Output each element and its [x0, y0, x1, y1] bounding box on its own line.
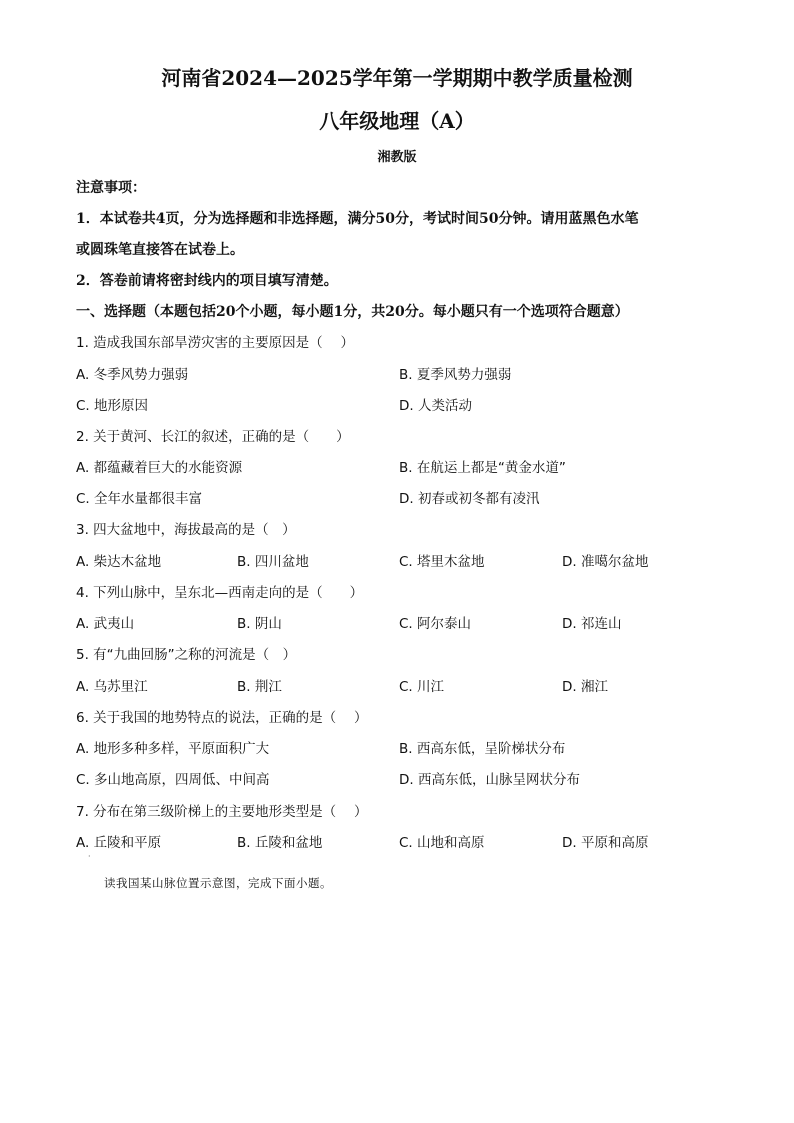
option-d: D. 人类活动 — [399, 398, 472, 414]
question-stem: 7. 分布在第三级阶梯上的主要地形类型是（ ） — [76, 804, 368, 820]
edition-label: 湘教版 — [377, 150, 417, 165]
option-c: C. 地形原因 — [76, 398, 149, 414]
question-stem: 4. 下列山脉中，呈东北—西南走向的是（ ） — [76, 585, 364, 601]
option-d: D. 平原和高原 — [562, 835, 649, 851]
option-a: A. 武夷山 — [76, 616, 135, 632]
option-b: B. 四川盆地 — [237, 554, 309, 570]
section-heading: 一、选择题（本题包括20个小题，每小题1分，共20分。每小题只有一个选项符合题意） — [76, 304, 629, 320]
notice-item-1-cont: 或圆珠笔直接答在试卷上。 — [76, 242, 244, 258]
option-a: A. 冬季风势力强弱 — [76, 367, 189, 383]
question-stem: 2. 关于黄河、长江的叙述，正确的是（ ） — [76, 429, 350, 445]
option-a: A. 丘陵和平原 — [76, 835, 162, 851]
option-a: A. 都蕴藏着巨大的水能资源 — [76, 460, 243, 476]
option-c: C. 山地和高原 — [399, 835, 485, 851]
notice-item-1: 1．本试卷共4页，分为选择题和非选择题，满分50分，考试时间50分钟。请用蓝黑色水笔 — [76, 211, 639, 227]
exam-title: 河南省2024—2025学年第一学期期中教学质量检测 — [161, 66, 633, 90]
option-b: B. 丘陵和盆地 — [237, 835, 323, 851]
option-a: A. 乌苏里江 — [76, 679, 148, 695]
exam-subtitle: 八年级地理（A） — [319, 109, 475, 133]
option-d: D. 初春或初冬都有凌汛 — [399, 491, 540, 507]
option-b: B. 在航运上都是“黄金水道” — [399, 460, 566, 476]
option-b: B. 西高东低，呈阶梯状分布 — [399, 741, 566, 757]
option-d: D. 湘江 — [562, 679, 608, 695]
notice-item-2: 2．答卷前请将密封线内的项目填写清楚。 — [76, 273, 338, 289]
option-d: D. 祁连山 — [562, 616, 622, 632]
option-c: C. 多山地高原，四周低、中间高 — [76, 772, 270, 788]
option-d: D. 准噶尔盆地 — [562, 554, 649, 570]
option-c: C. 阿尔泰山 — [399, 616, 472, 632]
option-a: A. 柴达木盆地 — [76, 554, 162, 570]
option-a: A. 地形多种多样，平原面积广大 — [76, 741, 270, 757]
notice-heading: 注意事项： — [76, 180, 146, 196]
question-stem: 6. 关于我国的地势特点的说法，正确的是（ ） — [76, 710, 368, 726]
option-b: B. 荆江 — [237, 679, 282, 695]
option-b: B. 阴山 — [237, 616, 282, 632]
question-stem: 3. 四大盆地中，海拔最高的是（ ） — [76, 522, 296, 538]
stray-dot: · — [88, 852, 91, 861]
figure-instruction: 读我国某山脉位置示意图，完成下面小题。 — [104, 876, 332, 890]
question-stem: 5. 有“九曲回肠”之称的河流是（ ） — [76, 647, 297, 663]
question-stem: 1. 造成我国东部旱涝灾害的主要原因是（ ） — [76, 335, 354, 351]
option-c: C. 塔里木盆地 — [399, 554, 485, 570]
option-b: B. 夏季风势力强弱 — [399, 367, 512, 383]
option-c: C. 川江 — [399, 679, 445, 695]
option-d: D. 西高东低，山脉呈网状分布 — [399, 772, 580, 788]
option-c: C. 全年水量都很丰富 — [76, 491, 203, 507]
